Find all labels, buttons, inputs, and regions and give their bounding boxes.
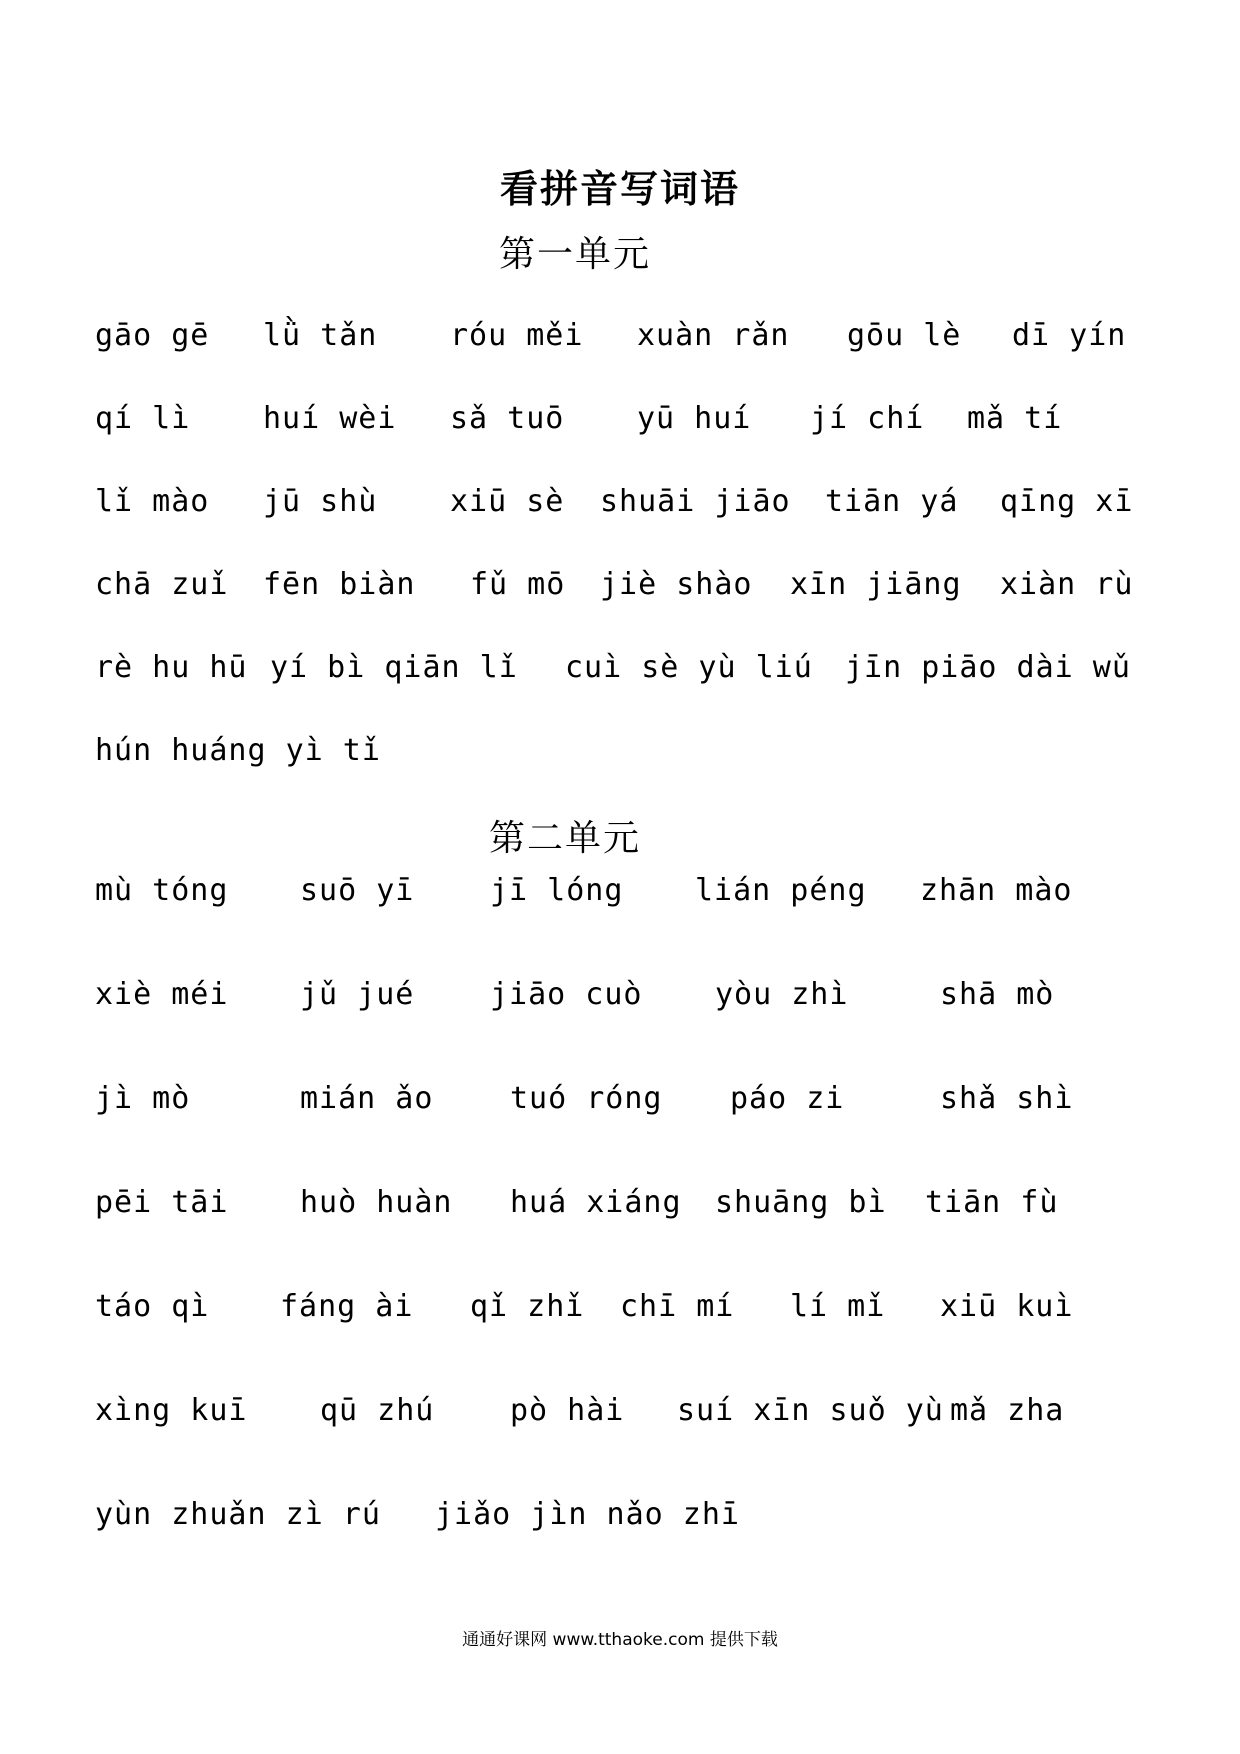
pinyin-word: lǐ mào	[95, 484, 210, 519]
footer-credit: 通通好课网 www.tthaoke.com 提供下载	[462, 1630, 778, 1650]
pinyin-word: qí lì	[95, 401, 191, 436]
pinyin-word: suí xīn suǒ yù	[677, 1393, 944, 1428]
pinyin-word: yū huí	[637, 401, 752, 436]
unit-1-title: 第一单元	[498, 234, 651, 275]
pinyin-word: rè hu hū	[95, 650, 248, 685]
pinyin-word: lián péng	[695, 873, 867, 908]
pinyin-word: chī mí	[620, 1289, 735, 1324]
pinyin-word: shǎ shì	[940, 1081, 1074, 1116]
pinyin-word: tiān fù	[925, 1185, 1059, 1220]
pinyin-word: mián ǎo	[300, 1081, 434, 1116]
pinyin-word: shuāi jiāo	[600, 484, 791, 519]
pinyin-word: jīn piāo dài wǔ	[845, 650, 1131, 685]
pinyin-word: xiū sè	[450, 484, 565, 519]
pinyin-word: jí chí	[810, 401, 925, 436]
pinyin-word: róu měi	[450, 318, 584, 353]
pinyin-word: xìng kuī	[95, 1393, 248, 1428]
pinyin-word: dī yín	[1012, 318, 1127, 353]
pinyin-word: lí mǐ	[790, 1289, 886, 1324]
pinyin-word: mù tóng	[95, 873, 229, 908]
pinyin-word: xiū kuì	[940, 1289, 1074, 1324]
pinyin-word: huí wèi	[263, 401, 397, 436]
pinyin-word: shā mò	[940, 977, 1055, 1012]
unit-2-title: 第二单元	[488, 818, 641, 859]
page-title: 看拼音写词语	[499, 167, 740, 211]
pinyin-word: chā zuǐ	[95, 567, 229, 602]
pinyin-word: yòu zhì	[715, 977, 849, 1012]
pinyin-word: xiè méi	[95, 977, 229, 1012]
pinyin-word: shuāng bì	[715, 1185, 887, 1220]
pinyin-word: hún huáng yì tǐ	[95, 733, 381, 768]
pinyin-word: huò huàn	[300, 1185, 453, 1220]
pinyin-word: qīng xī	[1000, 484, 1134, 519]
pinyin-word: pēi tāi	[95, 1185, 229, 1220]
pinyin-word: jū shù	[263, 484, 378, 519]
pinyin-word: mǎ tí	[967, 401, 1063, 436]
pinyin-word: jī lóng	[490, 873, 624, 908]
pinyin-word: jǔ jué	[300, 977, 415, 1012]
pinyin-word: jiāo cuò	[490, 977, 643, 1012]
pinyin-word: sǎ tuō	[450, 401, 565, 436]
pinyin-word: jiǎo jìn nǎo zhī	[435, 1497, 740, 1532]
pinyin-word: xiàn rù	[1000, 567, 1134, 602]
pinyin-word: huá xiáng	[510, 1185, 682, 1220]
pinyin-word: xīn jiāng	[790, 567, 962, 602]
pinyin-word: tiān yá	[825, 484, 959, 519]
pinyin-word: suō yī	[300, 873, 415, 908]
pinyin-word: mǎ zha	[950, 1393, 1065, 1428]
pinyin-word: zhān mào	[920, 873, 1073, 908]
pinyin-word: qǐ zhǐ	[470, 1289, 585, 1324]
pinyin-word: xuàn rǎn	[637, 318, 790, 353]
pinyin-word: fǔ mō	[470, 567, 566, 602]
pinyin-word: gōu lè	[847, 318, 962, 353]
pinyin-word: pò hài	[510, 1393, 625, 1428]
pinyin-word: jiè shào	[600, 567, 753, 602]
pinyin-word: tuó róng	[510, 1081, 663, 1116]
pinyin-word: gāo gē	[95, 318, 210, 353]
pinyin-word: lǜ tǎn	[263, 318, 378, 353]
pinyin-word: fēn biàn	[263, 567, 416, 602]
pinyin-word: táo qì	[95, 1289, 210, 1324]
pinyin-word: páo zi	[730, 1081, 845, 1116]
pinyin-word: yí bì qiān lǐ	[270, 650, 518, 685]
pinyin-word: qū zhú	[320, 1393, 435, 1428]
pinyin-word: yùn zhuǎn zì rú	[95, 1497, 381, 1532]
pinyin-word: jì mò	[95, 1081, 191, 1116]
pinyin-word: fáng ài	[280, 1289, 414, 1324]
pinyin-word: cuì sè yù liú	[565, 650, 813, 685]
